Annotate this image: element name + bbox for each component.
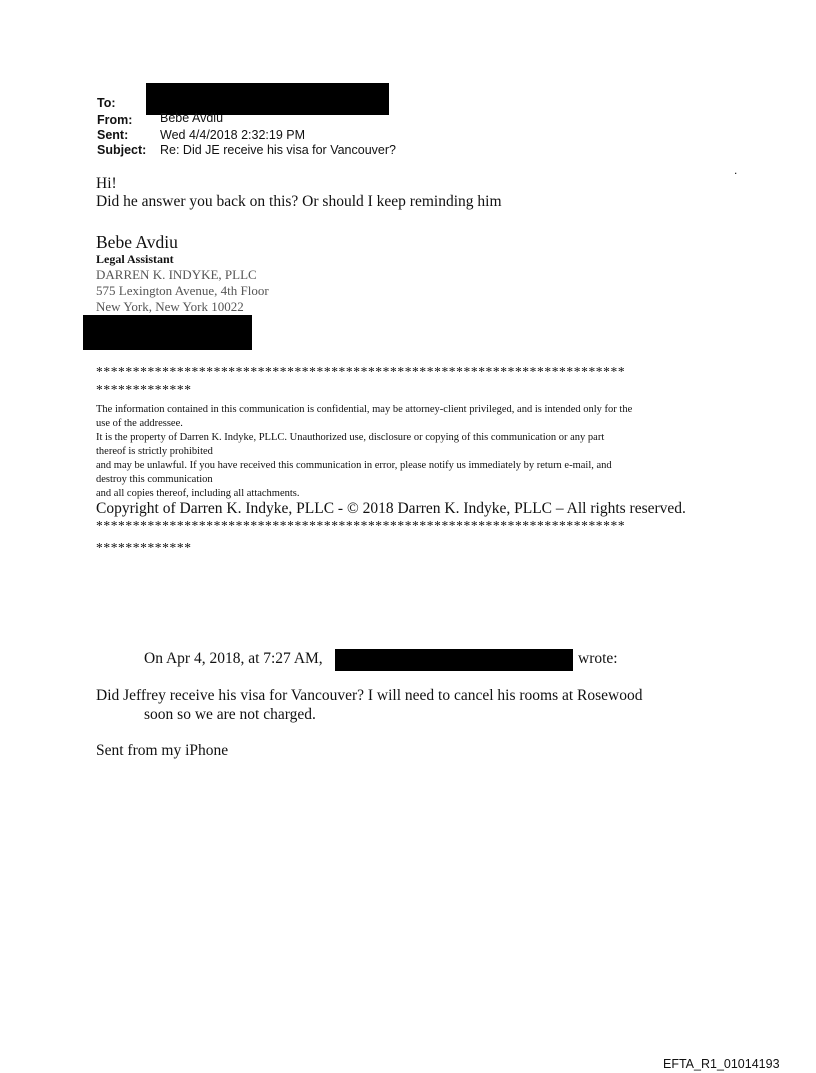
- redacted-sender-block: [335, 649, 573, 671]
- quoted-signoff: Sent from my iPhone: [96, 742, 229, 759]
- document-id: EFTA_R1_01014193: [663, 1057, 780, 1071]
- quoted-body-line1: Did Jeffrey receive his visa for Vancouver? I will need to cancel his rooms at Rosewood: [96, 687, 643, 704]
- disclaimer-stars-top-short: *************: [96, 382, 192, 397]
- sent-label: Sent:: [97, 128, 129, 142]
- signature-title: Legal Assistant: [96, 252, 174, 266]
- quoted-body-line2: soon so we are not charged.: [144, 706, 316, 723]
- disclaimer-line: and may be unlawful. If you have received this communication in error, please notify us immediately by return e-mail, and: [96, 460, 612, 471]
- disclaimer-copyright: Copyright of Darren K. Indyke, PLLC - © 2018 Darren K. Indyke, PLLC – All rights reserved.: [96, 500, 686, 517]
- subject-label: Subject:: [97, 143, 147, 157]
- signature-name: Bebe Avdiu: [96, 232, 178, 252]
- message-greeting: Hi!: [96, 175, 117, 192]
- disclaimer-line: thereof is strictly prohibited: [96, 446, 213, 457]
- disclaimer-line: and all copies thereof, including all attachments.: [96, 488, 300, 499]
- quoted-intro-suffix: wrote:: [578, 650, 618, 667]
- to-label: To:: [97, 96, 116, 110]
- message-body: Did he answer you back on this? Or should I keep reminding him: [96, 193, 502, 210]
- signature-firm: DARREN K. INDYKE, PLLC: [96, 267, 257, 282]
- subject-value: Re: Did JE receive his visa for Vancouver?: [160, 143, 396, 157]
- signature-address-line1: 575 Lexington Avenue, 4th Floor: [96, 283, 269, 298]
- quoted-intro-prefix: On Apr 4, 2018, at 7:27 AM,: [144, 650, 323, 667]
- disclaimer-stars-bottom-short: *************: [96, 540, 192, 555]
- disclaimer-line: use of the addressee.: [96, 418, 183, 429]
- disclaimer-stars-top-long: ************************************************************************: [96, 364, 626, 379]
- from-value: Bebe Avdiu: [160, 111, 224, 125]
- disclaimer-line: The information contained in this communication is confidential, may be attorney-client privileged, and is intended only for the: [96, 404, 633, 415]
- sent-value: Wed 4/4/2018 2:32:19 PM: [160, 128, 306, 142]
- disclaimer-stars-bottom-long: ************************************************************************: [96, 518, 626, 533]
- disclaimer-line: It is the property of Darren K. Indyke, PLLC. Unauthorized use, disclosure or copying of this communication or any part: [96, 432, 605, 443]
- disclaimer-line: destroy this communication: [96, 474, 213, 485]
- redacted-contact-block: [83, 315, 252, 350]
- signature-address-line2: New York, New York 10022: [96, 299, 244, 314]
- from-label: From:: [97, 113, 133, 127]
- margin-mark: .: [734, 163, 738, 177]
